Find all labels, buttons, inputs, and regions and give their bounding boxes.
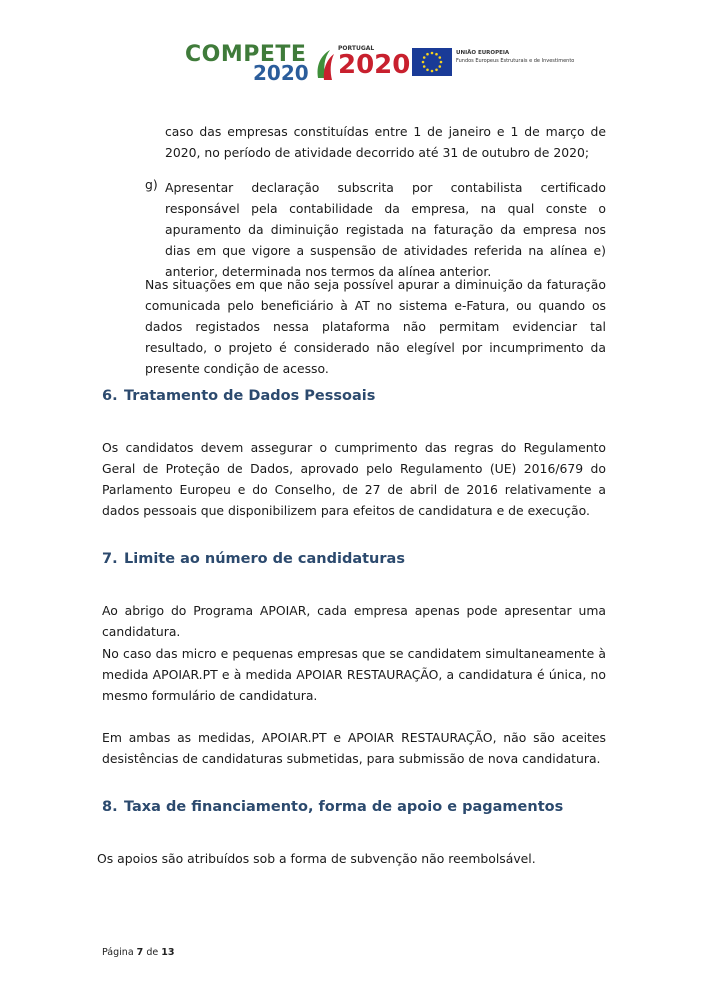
page-of: de [146,947,159,958]
section-6-text: Os candidatos devem assegurar o cumprimento das regras do Regulamento Geral de Proteção de Dados, aprovado pelo Regulamento (UE) 2016/679 do Parlamento Europeu e do Conselho, de 27 de abril de 2016 relativamente a dados pessoais que disponibilizem para efeitos de candidatura e de execução. [102,440,606,518]
portugal-logo-tag: PORTUGAL [338,45,375,52]
section-7-title: Limite ao número de candidaturas [124,551,405,567]
section-8-heading [102,799,563,815]
section-7-number: 7. [102,551,118,567]
item-g-text: Apresentar declaração subscrita por contabilista certificado responsável pela contabilidade da empresa, na qual conste o apuramento da diminuição registada na faturação da empresa nos dias em que vigore a suspensão de atividades referida na alínea e) anterior, determinada nos termos da alínea anterior. [165,180,606,279]
compete-logo-word: COMPETE [185,42,307,67]
item-g-marker: g) [145,177,158,192]
section-7-paragraph-3: Em ambas as medidas, APOIAR.PT e APOIAR RESTAURAÇÃO, não são aceites desistências de candidaturas submetidas, para submissão de nova candidatura. [102,730,606,766]
page-total: 13 [161,947,175,958]
note-paragraph: Nas situações em que não seja possível apurar a diminuição da faturação comunicada pelo beneficiário à AT no sistema e-Fatura, ou quando os dados registados nessa plataforma não permitam evidenciar tal resultado, o projeto é considerado não elegível por incumprimento da presente condição de acesso. [145,277,606,376]
portugal-logo-year: 2020 [338,50,411,80]
compete-2020-logo [185,42,309,85]
section-6-title: Tratamento de Dados Pessoais [124,388,376,404]
section-6-number: 6. [102,388,118,404]
section-7-paragraph-2: No caso das micro e pequenas empresas que se candidatem simultaneamente à medida APOIAR.PT e à medida APOIAR RESTAURAÇÃO, a candidatura é única, no mesmo formulário de candidatura. [102,646,606,703]
item-f-continuation: caso das empresas constituídas entre 1 de janeiro e 1 de março de 2020, no período de atividade decorrido até 31 de outubro de 2020; [165,124,606,160]
section-7-paragraph-1: Ao abrigo do Programa APOIAR, cada empresa apenas pode apresentar uma candidatura. [102,603,606,639]
eu-logo-title: UNIÃO EUROPEIA [456,50,510,56]
portugal-swirl-icon [314,48,336,82]
section-8-paragraph-1: Os apoios são atribuídos sob a forma de subvenção não reembolsável. [97,851,536,866]
header-logos [0,38,707,86]
section-6-heading [102,388,375,404]
portugal-2020-logo [314,44,410,84]
eu-logo-subtitle: Fundos Europeus Estruturais e de Investimento [456,58,575,64]
section-8-title: Taxa de financiamento, forma de apoio e pagamentos [124,799,564,815]
section-8-number: 8. [102,799,118,815]
page-footer [102,947,174,958]
page-current: 7 [136,947,144,958]
eu-funds-logo [412,48,575,80]
section-7-heading [102,551,405,567]
compete-logo-year: 2020 [253,61,309,85]
eu-flag-icon [412,48,452,76]
page-word: Página [102,947,134,958]
